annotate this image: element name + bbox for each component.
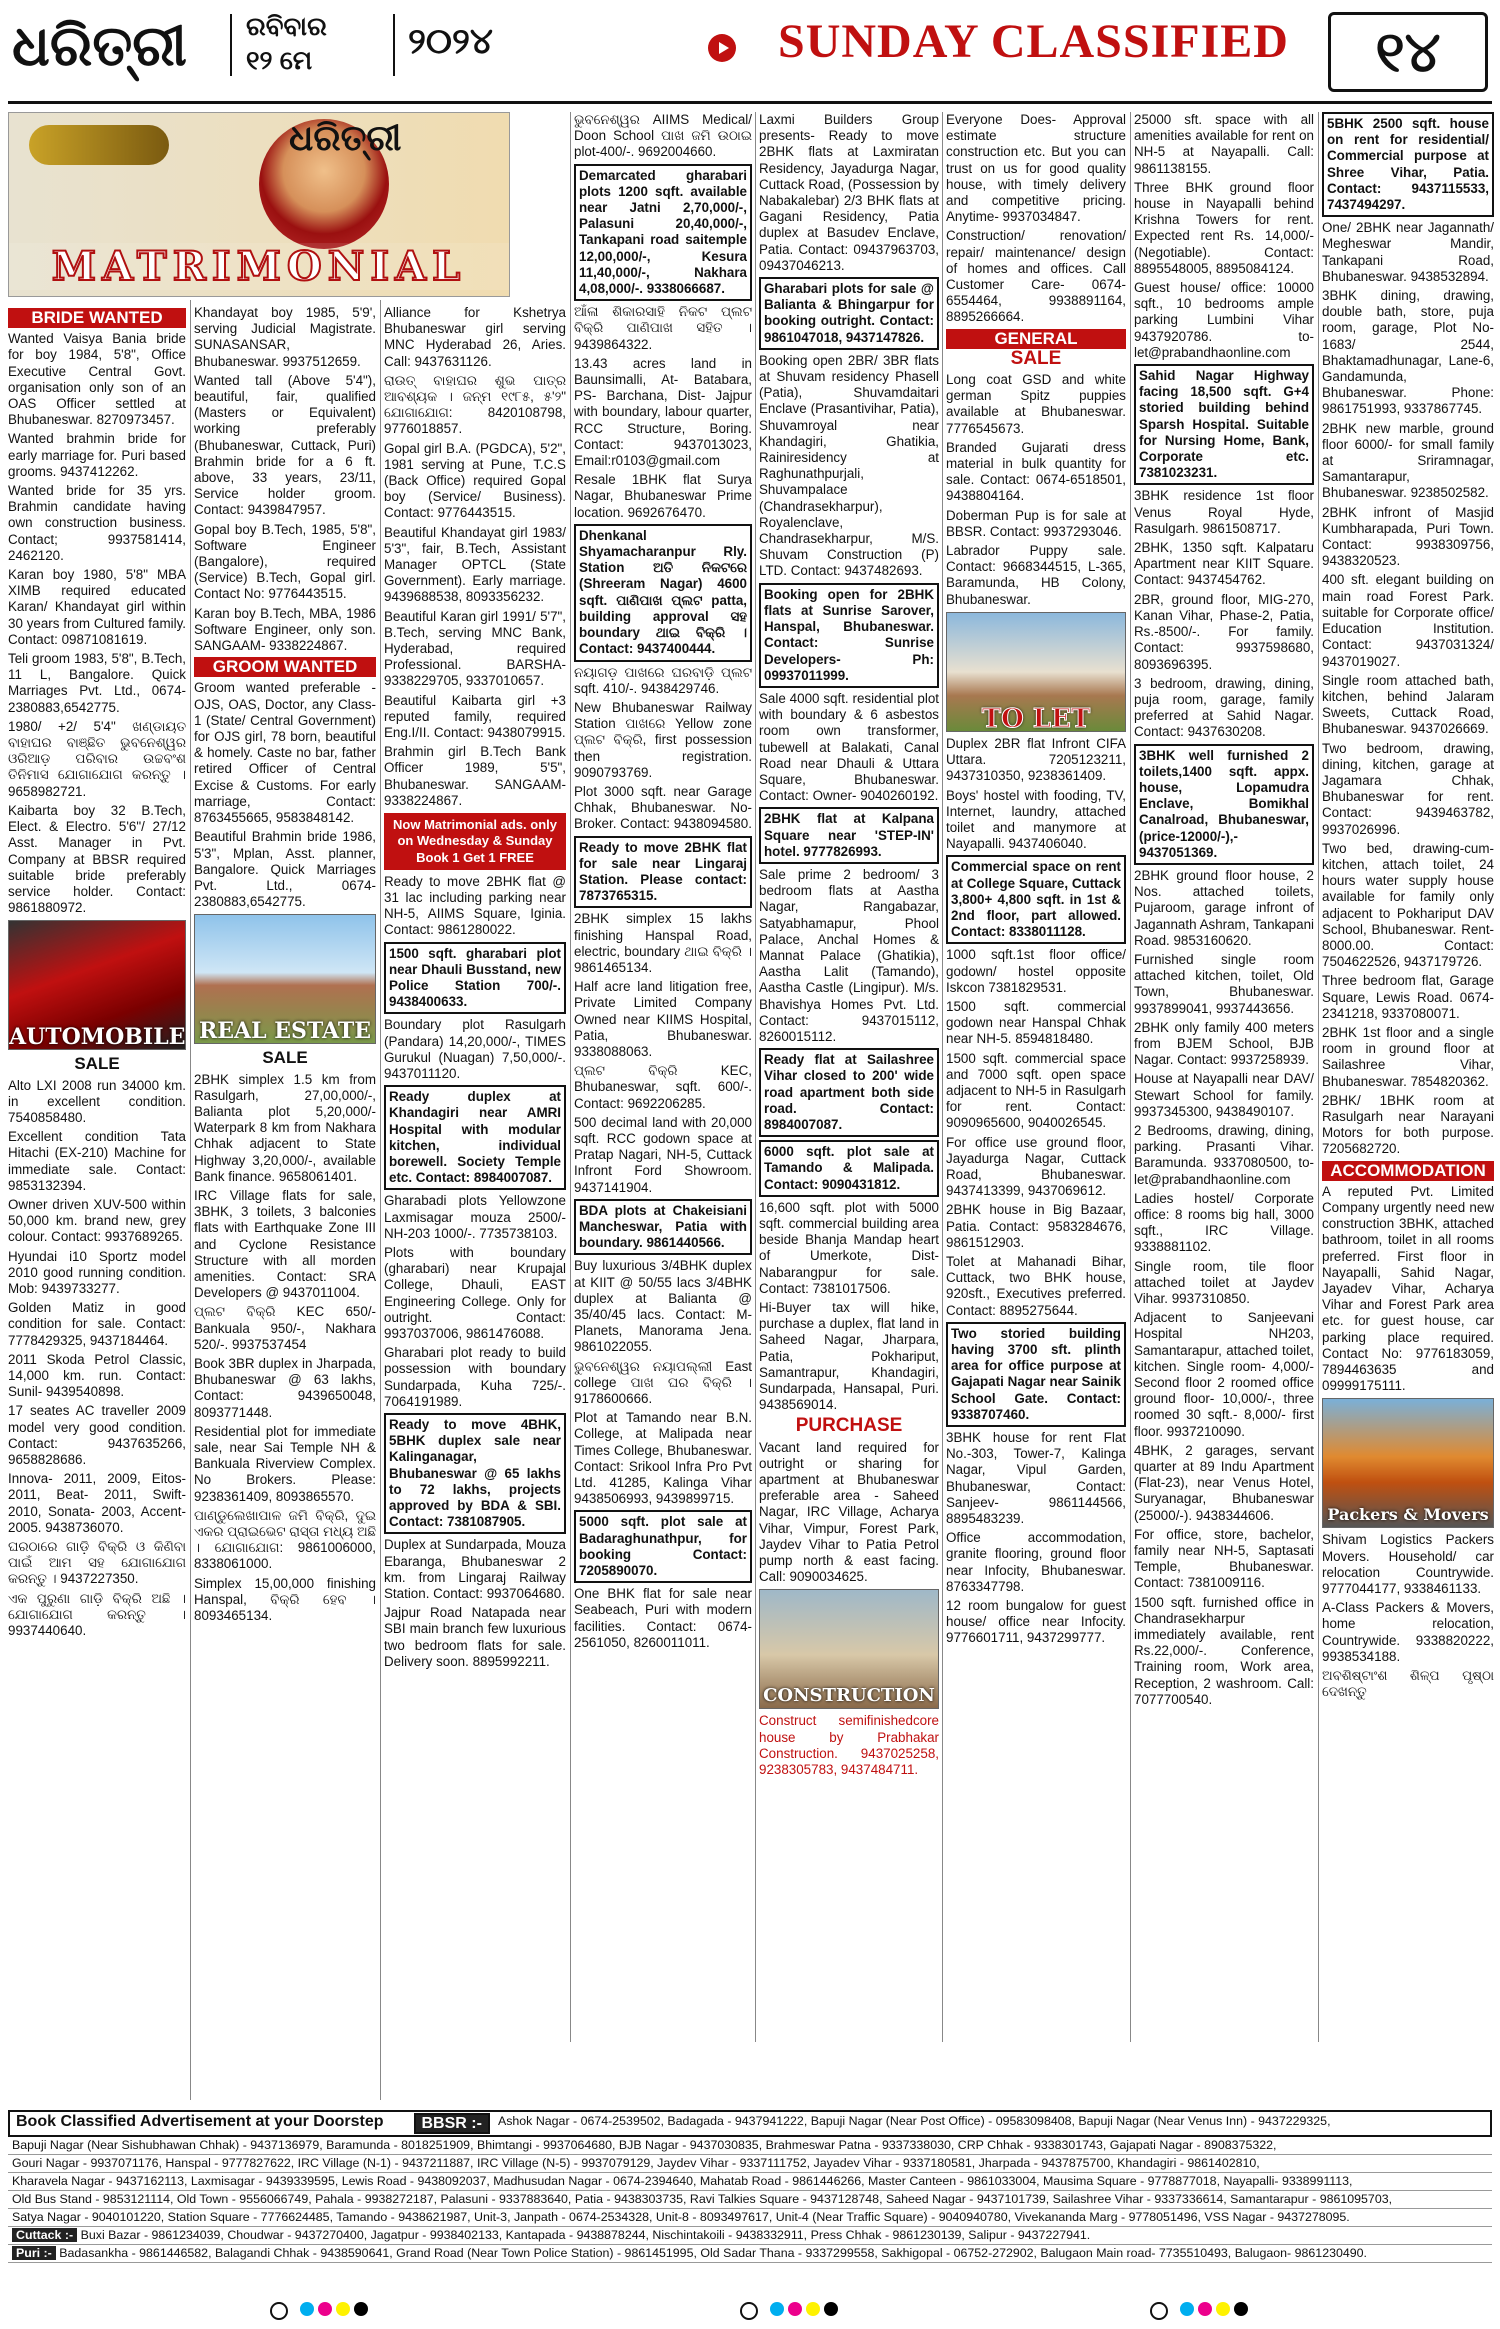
real-estate-ads-4: [574, 112, 752, 1651]
matrimonial-banner: [8, 112, 510, 297]
classified-ad: 3BHK residence 1st floor Venus Royal Hyde, Rasulgarh. 9861508717.: [1134, 488, 1314, 536]
classified-ad: Simplex 15,00,000 finishing Hanspal, ବିକ୍ରି ହେବ । 8093465134.: [194, 1575, 376, 1624]
classified-ad: Alto LXI 2008 run 34000 km. in excellent condition. 7540858480.: [8, 1077, 186, 1125]
section-bride-wanted: BRIDE WANTED: [8, 308, 186, 328]
classified-ad: Single room, tile floor attached toilet at Jaydev Vihar. 9937310850.: [1134, 1258, 1314, 1307]
classified-ad: 2BHK flat at Kalpana Square near 'STEP-IN' hotel. 9777826993.: [759, 807, 939, 864]
classified-ad: 3BHK dining, drawing, double bath, store, puja room, garage, Plot No- 1683/ 2544, Bhaktamadhunagar, Lane-6, Gandamunda, Bhubaneswar. Phone: 9861751993, 9337867745.: [1322, 288, 1494, 417]
column-3: [384, 305, 566, 2105]
classified-ad: Karan boy B.Tech, MBA, 1986 Software Engineer, only son. SANGAAM- 9338224867.: [194, 605, 376, 654]
classified-ad: Ladies hostel/ Corporate office: 8 rooms big hall, 3000 sqft., IRC Village. 9338881102.: [1134, 1190, 1314, 1255]
registration-mark-icon: [270, 2302, 288, 2320]
classified-ad: Boundary plot Rasulgarh (Pandara) 14,20,000/-, TIMES Gurukul (Nuagan) 7,50,000/-. 9437011120.: [384, 1017, 566, 1081]
shehnai-image: [29, 125, 169, 165]
cyan-mark-icon: [300, 2302, 314, 2316]
classified-ad: 2BHK simplex 15 lakhs finishing Hanspal Road, electric, boundary ଥାଇ ବିକ୍ରି । 9861465134.: [574, 911, 752, 975]
classified-ad: 1500 sqft. commercial space and 7000 sqft. open space adjacent to NH-5 in Rasulgarh for rent. Contact: 9090965600, 9040026545.: [946, 1050, 1126, 1131]
classified-ad: Owner driven XUV-500 within 50,000 km. brand new, grey colour. Contact: 9937689265.: [8, 1196, 186, 1245]
classified-ad: ରାଉତ୍‌ ବାହାଘର ଶୁଭ ପାତ୍ର ଆବଶ୍ୟକ । ଜନ୍ମ ୧୯୮୫, ୫'୨" ଯୋଗାଯୋଗ: 8420108798, 9776018857.: [384, 372, 566, 437]
classified-ad: A reputed Pvt. Limited Company urgently need new construction 3BHK, attached bathroom, toilet in all rooms preferred. First floor in Nayapalli, Sahid Nagar, Jayadev Vihar, Acharya Vihar and Forest Park area etc. for guest house, car parking place required. Contact No: 9776183059, 7894463635 and 09999175111.: [1322, 1183, 1494, 1394]
classified-ad: ଭୁବନେଶ୍ୱର AIIMS Medical/ Doon School ପାଖ ଜମି ଉଠାଇ plot-400/-. 9692004660.: [574, 112, 752, 160]
classified-ad: Wanted Vaisya Bania bride for boy 1984, 5'8", Office Executive Central Govt. organisation only son of an OAS Officer settled at Bhubaneswar. 8270973457.: [8, 331, 186, 428]
classified-ad: Ready to move 2BHK flat @ 31 lac including parking near NH-5, AIIMS Square, Iginia. Contact: 9861280022.: [384, 873, 566, 938]
classified-ad: Ready to move 4BHK, 5BHK duplex sale near Kalinganagar, Bhubaneswar @ 65 lakhs to 72 lakhs, projects approved by BDA & SBI. Contact: 7381087905.: [384, 1413, 566, 1534]
classified-ad: Half acre land litigation free, Private Limited Company Owned near KIIMS Hospital, Patia, Bhubaneswar. 9338088063.: [574, 979, 752, 1059]
matrimonial-ads-3: [384, 305, 566, 809]
classified-ad: Hi-Buyer tax will hike, purchase a duplex, flat land in Saheed Nagar, Jharpara, Patia, Pokhariput, Samantrapur, Khandagiri, Sundarpada, Hansapal, Puri. 9438569014.: [759, 1300, 939, 1413]
classified-ad: One BHK flat for sale near Seabeach, Puri with modern facilities. Contact: 0674-2561050, 8260011011.: [574, 1586, 752, 1650]
classified-ad: Groom wanted preferable - OJS, OAS, Doctor, any Class-1 (State/ Central Government) for OJS girl, 78 born, beautiful & homely. Caste no bar, father retired Officer of Central Excise & Customs. For early marriage, Contact: 8763455665, 9583848142.: [194, 680, 376, 826]
classified-ad: Sale prime 2 bedroom/ 3 bedroom flats at Aastha Nagar, Rangabazar, Satyabhamapur, Phool Palace, Anchal Homes & Mannat Palace (Ghatikia), Aastha Lalit (Tamando), Aastha Castle (Lingipur). M/s. Bhavishya Homes Pvt. Ltd. Contact: 9437015112, 8260015112.: [759, 866, 939, 1044]
classified-ad: A-Class Packers & Movers, home relocation, Countrywide. 9338820222, 9938534188.: [1322, 1600, 1494, 1664]
classified-ad: Demarcated gharabari plots 1200 sqft. available near Jatni 2,70,000/-, Palasuni 20,40,000/-, Tankapani road saitemple 12,00,000/-, Kesura 11,40,000/-, Nakhara 4,08,000/-. 9338066687.: [574, 164, 752, 302]
footer-line-5: Old Bus Stand - 9853121114, Old Town - 9556066749, Pahala - 9938272187, Palasuni - 9337883640, Patia - 9438303735, Ravi Talkies Square - 9437128748, Saheed Nagar - 9437101739, Sailashree Vihar - 9337336614, Samantarapur - 9861095703,: [8, 2191, 1492, 2209]
header-divider: [393, 14, 395, 76]
classified-ad: Vacant land required for outright or sharing for apartment at Bhubaneswar preferable area - Saheed Nagar, IRC Village, Acharya Vihar, Vimpur, Forest Park, Jaydev Vihar to Patia Petrol pump north & east facing. Call: 9090034625.: [759, 1439, 939, 1585]
classified-ad: 2BHK new marble, ground floor 6000/- for small family at Sriramnagar, Samantarapur, Bhubaneswar. 9238502582.: [1322, 420, 1494, 501]
footer-puri: [8, 2245, 1492, 2263]
packers-movers-ads: [1322, 1532, 1494, 1700]
column-7: [1134, 112, 1314, 2102]
real-estate-ads-3: [384, 874, 566, 1670]
classified-ad: Two bedroom, drawing, dining, kitchen, garage at Jagamara Chhak, Bhubaneswar for rent. Contact: 9439463782, 9937026996.: [1322, 740, 1494, 837]
section-accommodation: ACCOMMODATION: [1322, 1161, 1494, 1181]
classified-ad: Beautiful Brahmin bride 1986, 5'3", Mplan, Asst. planner, Bangalore. Quick Marriages Pvt. Ltd., 0674-2380883,6542775.: [194, 829, 376, 910]
classified-ad: Karan boy 1980, 5'8" MBA XIMB required educated Karan/ Khandayat girl within 30 years from Cultured family. Contact: 09871081619.: [8, 567, 186, 647]
classified-ad: Gharabari plot ready to build possession with boundary Sundarpada, Kuha 725/-. 7064191989.: [384, 1345, 566, 1409]
matrimonial-logo: ଧରିତ୍ରୀ: [289, 117, 402, 159]
black-mark-icon: [1234, 2302, 1248, 2316]
column-rule: [380, 300, 381, 2100]
footer-bbsr-tag: BBSR :-: [414, 2113, 490, 2134]
classified-ad: Wanted bride for 35 yrs. Brahmin candidate having own construction business. Contact; 9937581414, 2462120.: [8, 483, 186, 563]
to-let-ads: [946, 736, 1126, 1647]
classified-ad: Plots with boundary (gharabari) near Krupajal College, Dhauli, EAST Engineering College. Only for outright. Contact: 9937037006, 9861476088.: [384, 1244, 566, 1341]
classified-ad: Branded Gujarati dress material in bulk quantity for sale. Contact: 0674-6518501, 9438804164.: [946, 439, 1126, 504]
matrimonial-title: MATRIMONIAL: [9, 243, 509, 290]
classified-ad: Duplex at Sundarpada, Mouza Ebaranga, Bhubaneswar 2 km. from Lingaraj Railway Station. Contact: 9937064680.: [384, 1537, 566, 1602]
classified-ad: 1500 sqft. commercial godown near Hanspal Chhak near NH-5. 8594818480.: [946, 998, 1126, 1047]
to-let-image: [946, 612, 1126, 732]
classified-ad: Guest house/ office: 10000 sqft., 10 bedrooms ample parking Lumbini Vihar 9437920786. to-let@prabandhaonline.com: [1134, 280, 1314, 360]
classified-ad: Two bed, drawing-cum-kitchen, attach toilet, 24 hours water supply house available for family only adjacent to Pokhariput DAV School, Bhubaneswar. Rent- 8000.00. Contact: 7504622526, 9437179726.: [1322, 840, 1494, 970]
classified-ad: Doberman Pup is for sale at BBSR. Contact: 9937293046.: [946, 507, 1126, 539]
classified-ad: 13.43 acres land in Baunsimalli, At- Batabara, PS- Barchana, Dist- Jajpur with boundary, labour quarter, RCC Structure, Boring. Contact: 9437013023, Email:r0103@gmail.com: [574, 355, 752, 469]
classified-ad: ଏକ ପୁରୁଣା ଗାଡ଼ି ବିକ୍ରି ଅଛି । ଯୋଗାଯୋଗ କରନ୍ତୁ । 9937440640.: [8, 1590, 186, 1639]
classified-ad: 1500 sqft. gharabari plot near Dhauli Busstand, new Police Station 700/-. 9438400633.: [384, 942, 566, 1015]
real-estate-ads: [194, 1072, 376, 1625]
classified-ad: Tolet at Mahanadi Bihar, Cuttack, two BHK house, 920sft., Executives preferred. Contact: 8895275644.: [946, 1253, 1126, 1318]
classified-ad: Long coat GSD and white german Spitz puppies available at Bhubaneswar. 7776545673.: [946, 372, 1126, 436]
classified-ad: 25000 sft. space with all amenities available for rent on NH-5 at Nayapalli. Call: 9861138155.: [1134, 112, 1314, 176]
classified-ad: Gopal boy B.Tech, 1985, 5'8", Software Engineer (Bangalore), required (Service) B.Tech, Gopal girl. Contact No: 9776443515.: [194, 521, 376, 602]
section-sale-automobile: SALE: [74, 1054, 120, 1074]
classified-ad: Excellent condition Tata Hitachi (EX-210) Machine for immediate sale. Contact: 9853132394.: [8, 1129, 186, 1193]
classified-ad: Two storied building having 3700 sft. plinth area for office purpose at Gajapati Nagar near Sainik School Gate. Contact: 9338707460.: [946, 1322, 1126, 1427]
classified-ad: ଭୁବନେଶ୍ୱର ନୟାପଲ୍ଲୀ East college ପାଖ ଘର ବିକ୍ରି । 9178600666.: [574, 1358, 752, 1407]
column-6: [946, 112, 1126, 2102]
real-estate-label: REAL ESTATE: [198, 1018, 372, 1045]
classified-ad: 5BHK 2500 sqft. house on rent for residential/ Commercial purpose at Shree Vihar, Patia. Contact: 9437115533, 7437494297.: [1322, 112, 1494, 217]
section-sale-real-estate: SALE: [262, 1048, 308, 1068]
classified-ad: ଅବଶିଷ୍ଟାଂଶ ଶିଳ୍ପ ପୃଷ୍ଠା ଦେଖନ୍ତୁ: [1322, 1668, 1494, 1700]
classified-ad: Three BHK ground floor house in Nayapalli behind Krishna Towers for rent. Expected rent Rs. 14,000/- (Negotiable). Contact: 8895548005, 8895084124.: [1134, 179, 1314, 276]
classified-ad: Khandayat boy 1985, 5'9', serving Judicial Magistrate. SUNASANSAR, Bhubaneswar. 9937512659.: [194, 305, 376, 369]
page-title: SUNDAY CLASSIFIED: [778, 15, 1289, 68]
classified-ad: Sahid Nagar Highway facing 18,500 sqft. G+4 storied building behind Sparsh Hospital. Suitable for Nursing Home, Bank, Corporate etc. 7381023231.: [1134, 364, 1314, 485]
classified-ad: 2BHK house in Big Bazaar, Patia. Contact: 9583284676, 9861512903.: [946, 1202, 1126, 1250]
footer-title: Book Classified Advertisement at your Doorstep: [16, 2113, 384, 2130]
column-8: [1322, 112, 1494, 2102]
classified-ad: 1980/ +2/ 5'4" ଖଣ୍ଡାୟତ ବାହାଘର ବାଞ୍ଛିତ ଭୁବନେଶ୍ୱର ଓରିଆଡ଼ ପରିବାର ଉଚ୍ଚବଂଶ ତିନିମାସ ଯୋଗାଯୋଗ କରନ୍ତୁ । 9658982721.: [8, 718, 186, 799]
classified-ad: Commercial space on rent at College Square, Cuttack 3,800+ 4,800 sqft. in 1st & 2nd floor, part allowed. Contact: 8338011128.: [946, 855, 1126, 944]
packers-movers-label: Packers & Movers: [1327, 1505, 1489, 1525]
classified-ad: Jajpur Road Natapada near SBI main branch few luxurious two bedroom flats for sale. Delivery soon. 8895992211.: [384, 1605, 566, 1669]
section-groom-wanted: GROOM WANTED: [194, 657, 376, 677]
classified-ad: ପ୍ଲଟ ବିକ୍ରି KEC 650/- Bankuala 950/-, Nakhara 520/-. 9937537454: [194, 1304, 376, 1352]
bride-wanted-ads: [8, 331, 186, 916]
classified-ad: 400 sft. elegant building on main road Forest Park. suitable for Corporate office/ Education Institution. Contact: 9437031324/ 9437019027.: [1322, 572, 1494, 669]
classified-ad: Three bedroom flat, Garage Square, Lewis Road. 0674- 2341218, 9337080071.: [1322, 973, 1494, 1021]
column-2: [194, 305, 376, 2105]
classified-ad: Plot at Tamando near B.N. College, at Malipada near Times College, Bhubaneswar. Contact: Srikool Infra Pro Pvt Ltd. 41285, Kalinga Vihar 9438506993, 9439899715.: [574, 1410, 752, 1507]
classified-ad: 2011 Skoda Petrol Classic, 14,000 km. run. Contact: Sunil- 9439540898.: [8, 1351, 186, 1400]
cyan-mark-icon: [1180, 2302, 1194, 2316]
classified-ad: Construction/ renovation/ repair/ maintenance/ design of homes and offices. Call Customer Care- 0674-6554464, 9938891164, 8895266664.: [946, 228, 1126, 325]
promo-box: Now Matrimonial ads. only on Wednesday & Sunday Book 1 Get 1 FREE: [384, 813, 566, 870]
classified-ad: Beautiful Khandayat girl 1983/ 5'3", fair, B.Tech, Assistant Manager OPTCL (State Government). Early marriage. 9439688538, 8093356232.: [384, 524, 566, 605]
real-estate-image: [194, 914, 376, 1044]
classified-ad: House at Nayapalli near DAV/ Stewart School for family. 9937345300, 9438490107.: [1134, 1071, 1314, 1119]
classified-ad: One/ 2BHK near Jagannath/ Megheswar Mandir, Tankapani Road, Bhubaneswar. 9438532894.: [1322, 220, 1494, 284]
header-day: ରବିବାର: [246, 11, 327, 41]
registration-mark-icon: [740, 2302, 758, 2320]
header-divider: [230, 14, 232, 76]
header-date: ୧୨ ମେ: [246, 45, 313, 75]
classified-ad: Labrador Puppy sale. Contact: 9668344515, L-365, Baramunda, HB Colony, Bhubaneswar.: [946, 543, 1126, 607]
classified-ad: 12 room bungalow for guest house/ office near Infocity. 9776601711, 9437299777.: [946, 1598, 1126, 1646]
classified-ad: 1000 sqft.1st floor office/ godown/ hostel opposite Iskcon 7381829531.: [946, 947, 1126, 995]
classified-ad: IRC Village flats for sale, 3BHK, 3 toilets, 3 balconies flats with Earthquake Zone III and Cyclone Resistance Structure with all morden amenities. Contact: SRA Developers @ 9437011004.: [194, 1187, 376, 1301]
page-header: [8, 4, 1492, 104]
magenta-mark-icon: [788, 2302, 802, 2316]
construction-image: [759, 1589, 939, 1709]
classified-ad: Beautiful Kaibarta girl +3 reputed family, required Eng.I/II. Contact: 9438079915.: [384, 692, 566, 741]
classified-ad: Kaibarta boy 32 B.Tech, Elect. & Electro. 5'6"/ 27/12 Asst. Manager in Pvt. Company at BBSR required suitable bride preferably service holder. Contact: 9861880972.: [8, 802, 186, 916]
general-sale-ads: [946, 372, 1126, 608]
classified-ad: ଘରଠାରେ ଗାଡ଼ି ବିକ୍ରି ଓ କିଣିବା ପାଇଁ ଆମ ସହ ଯୋଗାଯୋଗ କରନ୍ତୁ । 9437227350.: [8, 1539, 186, 1587]
puri-tag: Puri :-: [12, 2246, 56, 2260]
classified-ad: New Bhubaneswar Railway Station ପାଖରେ Yellow zone ପ୍ଲଟ ବିକ୍ରି, first possession then registration. 9090793769.: [574, 699, 752, 780]
page-number: ୧୪: [1328, 12, 1488, 92]
footer-line-1: Ashok Nagar - 0674-2539502, Badagada - 9437941222, Bapuji Nagar (Near Post Office) - 09583098408, Bapuji Nagar (Near Venus Inn) - 9437229325,: [497, 2114, 1331, 2128]
construction-label: CONSTRUCTION: [763, 1685, 935, 1707]
column-4: [574, 112, 752, 2102]
classified-ad: 2BHK simplex 1.5 km from Rasulgarh, 27,00,000/-, Balianta plot 5,20,000/- Waterpark 8 km from Nakhara Chhak adjacent to State Highway 3,20,000/-, available Bank finance. 9658061401.: [194, 1071, 376, 1184]
classified-ad: ପ୍ଲଟ ବିକ୍ରି KEC, Bhubaneswar, sqft. 600/-. Contact: 9692206285.: [574, 1063, 752, 1111]
magenta-mark-icon: [1198, 2302, 1212, 2316]
classified-ad: 2BHK, 1350 sqft. Kalpataru Apartment near KIIT Square. Contact: 9437454762.: [1134, 540, 1314, 588]
classified-ad: For office, store, bachelor, family near NH-5, Saptasati Temple, Bhubaneswar. Contact: 7381009116.: [1134, 1526, 1314, 1591]
purchase-ads: [759, 1440, 939, 1586]
classified-ad: Duplex 2BR flat Infront CIFA Uttara. 7205123211, 9437310350, 9238361409.: [946, 735, 1126, 784]
to-let-ads-8: [1322, 112, 1494, 1158]
puri-agents: Badasankha - 9861446582, Balagandi Chhak - 9438590641, Grand Road (Near Town Police Station) - 9861451995, Old Sadar Thana - 9337299558, Sakhigopal - 06752-272902, Balugaon Main road- 7735510493, Balugaon- 9861230490.: [59, 2246, 1367, 2260]
classified-ad: Booking open for 2BHK flats at Sunrise Sarover, Hanspal, Bhubaneswar. Contact: Sunrise Developers- Ph: 09937011999.: [759, 583, 939, 688]
black-mark-icon: [824, 2302, 838, 2316]
classified-ad: Gharabari plots for sale @ Balianta & Bhingarpur for booking outright. Contact: 9861047018, 9437147826.: [759, 277, 939, 350]
column-rule: [942, 112, 943, 2042]
footer-title-bar: [8, 2110, 1492, 2137]
classified-ad: 17 seates AC traveller 2009 model very good condition. Contact: 9437635266, 9658828686.: [8, 1403, 186, 1467]
yellow-mark-icon: [336, 2302, 350, 2316]
classified-ad: Ready duplex at Khandagiri near AMRI Hospital with modular kitchen, individual borewell. Society Temple etc. Contact: 8984007087.: [384, 1085, 566, 1190]
classified-ad: Dhenkanal Shyamacharanpur Rly. Station ଅତି ନିକଟରେ (Shreeram Nagar) 4600 sqft. ପାଣିପାଖ ପ୍ଲଟ patta, building approval ସହ boundary ଥାଇ ବିକ୍ରି । Contact: 9437400444.: [574, 524, 752, 662]
automobile-ads: [8, 1078, 186, 1640]
to-let-label: TO LET: [981, 703, 1091, 732]
yellow-mark-icon: [806, 2302, 820, 2316]
classified-ad: ନୟାଗଡ଼ ପାଖରେ ଘରବାଡ଼ି ପ୍ଲଟ sqft. 410/-. 9438429746.: [574, 664, 752, 696]
classified-ad: 2 Bedrooms, drawing, dining, parking. Prasanti Vihar. Baramunda. 9337080500, to-let@prabandhaonline.com: [1134, 1122, 1314, 1187]
groom-wanted-ads: [194, 680, 376, 910]
classified-ad: Laxmi Builders Group presents- Ready to move 2BHK flats at Laxmiratan Residency, Jayadurga Nagar, Cuttack Road, (Possession by Nabakalebar) 2/3 BHK flats at Gagani Residency, Patia duplex at Basudev Enclave, Patia. Contact: 09437963703, 09437046213.: [759, 112, 939, 273]
section-purchase: PURCHASE: [795, 1415, 903, 1437]
classified-ad: Beautiful Karan girl 1991/ 5'7", B.Tech, serving MNC Bank, Hyderabad, required Professional. BARSHA- 9338229705, 9337010657.: [384, 608, 566, 689]
classified-ad: 2BR, ground floor, MIG-270, Kanan Vihar, Phase-2, Patia, Rs.-8500/-. For family. Contact: 9937598680, 8093696395.: [1134, 591, 1314, 672]
to-let-ads-7: [1134, 112, 1314, 1708]
registration-mark-icon: [1150, 2302, 1168, 2320]
footer-line-6: Satya Nagar - 9040101220, Station Square - 7776624485, Tamando - 9438621987, Unit-3, Janpath - 0674-2534328, Unit-8 - 8093497617, Unit-4 (Near Traffic Square) - 9040940780, Vivekananda Marg - 9778051496, VSS Nagar - 9437278095.: [8, 2209, 1492, 2227]
classified-ad: BDA plots at Chakeisiani Mancheswar, Patia with boundary. 9861440566.: [574, 1199, 752, 1256]
classified-ad: 3 bedroom, drawing, dining, puja room, garage, family preferred at Sahid Nagar. Contact: 9437630208.: [1134, 675, 1314, 740]
classified-ad: Book 3BR duplex in Jharpada, Bhubaneswar @ 63 lakhs, Contact: 9439650048, 8093771448.: [194, 1355, 376, 1420]
classified-ad: Furnished single room attached kitchen, toilet, Old Town, Bhubaneswar. 9937899041, 9937443656.: [1134, 951, 1314, 1016]
cuttack-agents: Buxi Bazar - 9861234039, Choudwar - 9437270400, Jagatpur - 9938402133, Kantapada - 9438878244, Nischintakoili - 9438332911, Press Chhak - 9861230139, Salipur - 9437227941.: [80, 2228, 1091, 2242]
footer-line-4: Kharavela Nagar - 9437162113, Laxmisagar - 9439339595, Lewis Road - 9438092037, Madhusudan Nagar - 0674-2394640, Mahatab Road - 9861446266, Master Canteen - 9861033004, Mausima Square - 9778877018, Nayapalli- 9338991113,: [8, 2173, 1492, 2191]
accommodation-ads: [1322, 1184, 1494, 1395]
classified-ad: Office accommodation, granite flooring, ground floor near Infocity, Bhubaneswar. 8763347798.: [946, 1530, 1126, 1594]
classified-ad: Alliance for Kshetrya Bhubaneswar girl serving MNC Hyderabad 26, Aries. Call: 9437631126.: [384, 305, 566, 369]
classified-ad: For office use ground floor, Jayadurga Nagar, Cuttack Road, Bhubaneswar. 9437413399, 9437069612.: [946, 1134, 1126, 1199]
footer-line-3: Gouri Nagar - 9937071176, Hanspal - 9777827622, IRC Village (N-1) - 9437211887, IRC Village (N-5) - 9937079129, Jaydev Vihar - 9337111752, Jayadev Vihar - 9337180581, Jharpada - 9437875700, Khandagiri - 9861402810,: [8, 2155, 1492, 2173]
section-general: GENERAL: [946, 329, 1126, 349]
automobile-image: [8, 920, 186, 1050]
column-rule: [190, 300, 191, 2100]
classified-ad: Golden Matiz in good condition for sale. Contact: 7778429325, 9437184464.: [8, 1300, 186, 1348]
classified-ad: 3BHK house for rent Flat No.-303, Tower-7, Kalinga Nagar, Vipul Garden, Bhubaneswar, Contact: Sanjeev- 9861144566, 8895483239.: [946, 1430, 1126, 1527]
classified-ad: 5000 sqft. plot sale at Badaraghunathpur, for booking Contact: 7205890070.: [574, 1510, 752, 1583]
classified-ad: Buy luxurious 3/4BHK duplex at KIIT @ 50/55 lacs 3/4BHK duplex at Balianta @ 35/40/45 lacs. Contact: M-Planets, Manorama Jena. 9861022055.: [574, 1258, 752, 1355]
automobile-label: AUTOMOBILE: [9, 1024, 186, 1051]
classified-ad: Shivam Logistics Packers Movers. Household/ car relocation Countrywide. 9777044177, 9338461133.: [1322, 1532, 1494, 1597]
classified-ad: 2BHK ground floor house, 2 Nos. attached toilets, Pujaroom, garage infront of Jagannath Ashram, Tankapani Road. 9853160620.: [1134, 867, 1314, 948]
classified-ad: Brahmin girl B.Tech Bank Officer 1989, 5'5", Bhubaneswar. SANGAAM- 9338224867.: [384, 744, 566, 808]
classified-ad: Teli groom 1983, 5'8", B.Tech, 11 L, Bangalore. Quick Marriages Pvt. Ltd., 0674-2380883,6542775.: [8, 651, 186, 715]
classified-ad: 2BHK/ 1BHK room at Rasulgarh near Narayani Motors for both purpose. 7205682720.: [1322, 1092, 1494, 1157]
classified-ad: Ready flat at Sailashree Vihar closed to 200' wide road apartment both side road. Contact: 8984007087.: [759, 1048, 939, 1137]
column-5: [759, 112, 939, 2102]
column-rule: [755, 112, 756, 2042]
column-rule: [1318, 112, 1319, 2042]
real-estate-ads-5: [759, 112, 939, 1413]
footer-cuttack: [8, 2227, 1492, 2245]
footer-line-2: Bapuji Nagar (Near Sishubhawan Chhak) - 9437136979, Baramunda - 8018251909, Bhimtangi - 9937064680, BJB Nagar - 9437030835, Brahmeswar Patna - 9337338030, CRP Chhak - 9338301743, Gajapati Nagar - 8908375322,: [8, 2137, 1492, 2155]
column-rule: [1130, 112, 1131, 2042]
play-icon: [708, 34, 736, 62]
classified-ad: 2BHK only family 400 meters from BJEM School, BJB Nagar. Contact: 9937258939.: [1134, 1019, 1314, 1068]
registration-marks: [0, 2296, 1500, 2326]
classified-ad: 3BHK well furnished 2 toilets,1400 sqft. appx. house, Lopamudra Enclave, Bomikhal Canalroad, Bhubaneswar, (price-12000/-),- 9437051369.: [1134, 744, 1314, 865]
classified-ad: Innova- 2011, 2009, Eitos- 2011, Beat- 2011, Swift- 2010, Sonata- 2003, Accent- 2005. 9438736070.: [8, 1471, 186, 1535]
classified-ad: ଆଁଳା ଶିକାରସାହି ନିକଟ ପ୍ଲଟ ବିକ୍ରି ପାଣିପାଖ ସହିତ । 9439864322.: [574, 304, 752, 352]
classified-ad: Booking open 2BR/ 3BR flats at Shuvam residency Phasell (Patia), Shuvamdaitari Enclave (Prasantivihar, Patia), Shuvamroyal near Khandagiri, Ghatikia, Rainiresidency at Raghunathpurjali, Shuvampalace (Chandrasekharpur), Royalenclave, Chandrasekharpur, M/S. Shuvam Construction (P) LTD. Contact: 9437482693.: [759, 352, 939, 579]
classified-ad: Adjacent to Sanjeevani Hospital NH203, Samantarapur, attached toilet, kitchen. Single room- 4,000/- Second floor 2 roomed office ground floor- 10,000/-, three roomed 30 sqft.- 8,000/- first floor. 9937210090.: [1134, 1310, 1314, 1439]
cuttack-tag: Cuttack :-: [12, 2228, 77, 2242]
black-mark-icon: [354, 2302, 368, 2316]
construction-service-ads: [946, 112, 1126, 326]
cyan-mark-icon: [770, 2302, 784, 2316]
yellow-mark-icon: [1216, 2302, 1230, 2316]
classified-ad: Everyone Does- Approval estimate structure construction etc. But you can trust on us for good quality house, with timely delivery and competitive pricing. Anytime- 9937034847.: [946, 112, 1126, 225]
header-year: ୨୦୨୪: [408, 20, 493, 61]
classified-ad: 2BHK 1st floor and a single room in ground floor at Sailashree Vihar, Bhubaneswar. 7854820362.: [1322, 1024, 1494, 1089]
classified-ad: Wanted tall (Above 5'4"), beautiful, fair, qualified (Masters or Equivalent) working preferably (Bhubaneswar, Cuttack, Puri) Brahmin bride for a 6 ft. above, 33 years, 23/11, Service holder groom. Contact: 9439847957.: [194, 372, 376, 518]
classified-ad: Boys' hostel with fooding, TV, Internet, laundry, attached toilet and manymore at Nayapalli. 9437406040.: [946, 787, 1126, 852]
classified-ad: 2BHK infront of Masjid Kumbharapada, Puri Town. Contact: 9938309756, 9438320523.: [1322, 504, 1494, 569]
classified-ad: 6000 sqft. plot sale at Tamando & Malipada. Contact: 9090431812.: [759, 1140, 939, 1197]
classified-ad: Gopal girl B.A. (PGDCA), 5'2", 1981 serving at Pune, T.C.S (Back Office) required Gopal boy (Service/ Business). Contact: 9776443515.: [384, 440, 566, 521]
packers-movers-image: [1322, 1398, 1494, 1528]
classified-ad: Residential plot for immediate sale, near Sai Temple NH & Bankuala Riverview Complex. No Brokers. Please: 9238361409, 8093865570.: [194, 1423, 376, 1504]
classified-ad: Wanted brahmin bride for early marriage for. Puri based grooms. 9437412262.: [8, 431, 186, 479]
classified-ad: Sale 4000 sqft. residential plot with boundary & 6 asbestos room own transformer, tubewell at Balakati, Canal Road near Dhauli & Uttara Square, Bhubaneswar. Contact: Owner- 9040260192.: [759, 690, 939, 804]
classified-ad: Hyundai i10 Sportz model 2010 good running condition. Mob: 9439733277.: [8, 1248, 186, 1296]
section-general-sale: SALE: [1010, 347, 1062, 369]
classified-ad: 1500 sqft. furnished office in Chandrasekharpur immediately available, rent Rs.22,000/-. Conference, Training room, Work area, Reception, 2 washroom. Call: 7077700540.: [1134, 1594, 1314, 1707]
newspaper-logo: ଧରିତ୍ରୀ: [12, 13, 187, 79]
column-1: [8, 305, 186, 2105]
classified-ad: Single room attached bath, kitchen, behind Jalaram Sweets, Cuttack Road, Bhubaneswar. 9437026669.: [1322, 672, 1494, 737]
classified-ad: 500 decimal land with 20,000 sqft. RCC godown space at Pratap Nagari, NH-5, Cuttack Infront Ford Showroom. 9437141904.: [574, 1114, 752, 1195]
classified-ad: ପାଣ୍ଡୁଲେଖାପାଳ ଜମି ବିକ୍ରି, ଦୁଇ ଏକର ପ୍ରାଇଭେଟ ରାସ୍ତା ମଧ୍ୟ ଅଛି । ଯୋଗାଯୋଗ: 9861006000, 8338061000.: [194, 1507, 376, 1572]
classified-ad: Plot 3000 sqft. near Garage Chhak, Bhubaneswar. No- Broker. Contact: 9438094580.: [574, 783, 752, 832]
classified-ad: 4BHK, 2 garages, servant quarter at 89 Indu Apartment (Flat-23), near Venus Hotel, Suryanagar, Bhubaneswar (25000/-). 9438344606.: [1134, 1442, 1314, 1523]
classified-ad: Ready to move 2BHK flat for sale near Lingaraj Station. Please contact: 7873765315.: [574, 836, 752, 909]
magenta-mark-icon: [318, 2302, 332, 2316]
column-rule: [570, 112, 571, 2042]
classified-ad: 16,600 sqft. plot with 5000 sqft. commercial building area beside Bhanja Mandap heart of Umerkote, Dist- Nabarangpur for sale. Contact: 7381017506.: [759, 1199, 939, 1296]
classified-ad: Resale 1BHK flat Surya Nagar, Bhubaneswar Prime location. 9692676470.: [574, 472, 752, 520]
classified-ad: Gharabadi plots Yellowzone Laxmisagar mouza 2500/- NH-203 1000/-. 7735738103.: [384, 1193, 566, 1241]
booking-footer: [8, 2110, 1492, 2263]
matrimonial-ads-2: [194, 305, 376, 654]
construction-ad: Construct semifinishedcore house by Prabhakar Construction. 9437025258, 9238305783, 9437484711.: [759, 1713, 939, 1778]
